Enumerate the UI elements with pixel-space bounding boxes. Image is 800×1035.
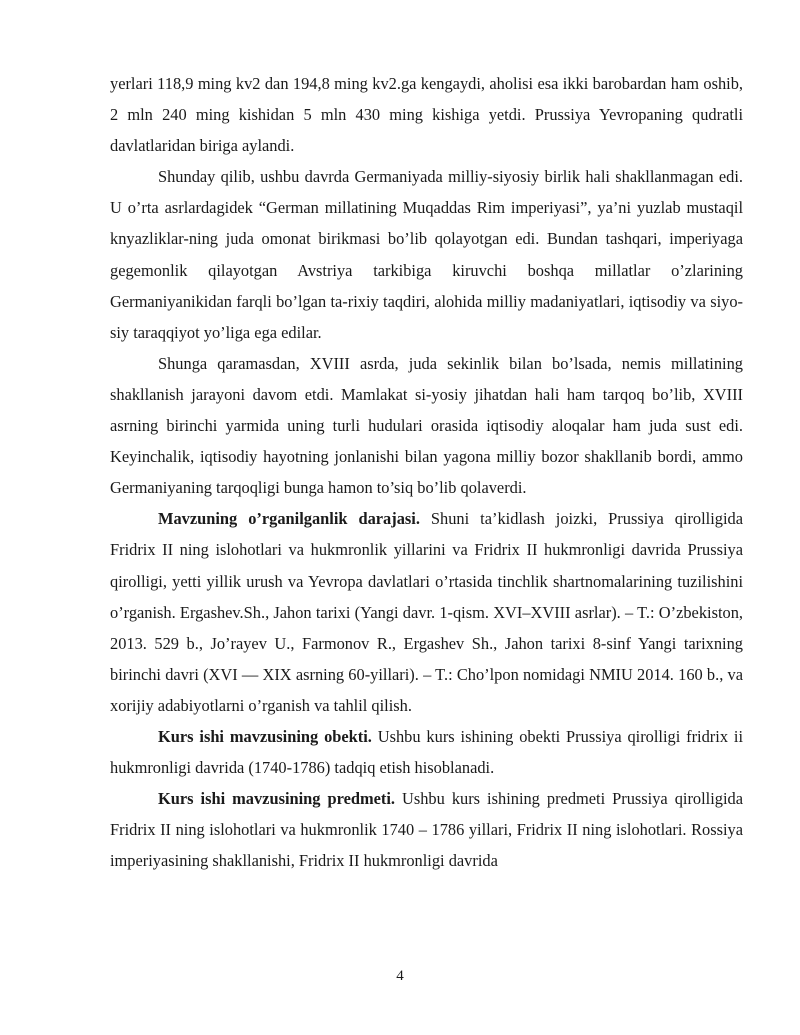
heading-subject: Kurs ishi mavzusining predmeti. [158,789,396,809]
paragraph-object [110,721,743,783]
heading-research-degree: Mavzuning o’rganilganlik darajasi. [158,509,420,529]
paragraph-subject [110,783,743,876]
paragraph-nation-formation: Shunga qaramasdan, XVIII asrda, juda sekinlik bilan bo’lsada, nemis millatining shakllanish jarayoni davom etdi. Mamlakat si-yosiy jihatdan hali ham tarqoq bo’lib, XVIII asrning birinchi yarmida uning turli hudulari orasida iqtisodiy aloqalar ham juda sust edi. Keyinchalik, iqtisodiy hayotning jonlanishi bilan yagona milliy bozor shakllanib bordi, ammo Germaniyaning tarqoqligi bunga hamon to’siq bo’lib qolaverdi. [110,353,743,498]
text-object: Ushbu kurs ishining obekti Prussiya qirolligi fridrix ii hukmronligi davrida (1740-1786) tadqiq etish hisoblanadi. [110,726,743,778]
document-page [110,68,743,876]
text-subject: Ushbu kurs ishining predmeti Prussiya qirolligida Fridrix II ning islohotlari va hukmronlik 1740 – 1786 yillari, Fridrix II ning islohotlari. Rossiya imperiyasining shakllanishi, Fridrix II hukmronligi davrida [110,789,743,871]
text-research-degree: Shuni ta’kidlash joizki, Prussiya qirolligida Fridrix II ning islohotlari va hukmronlik yillarini va Fridrix II hukmronligi davrida Prussiya qirolligi, yetti yillik urush va Yevropa davlatlari o’rtasida tinchlik shartnomalarining tuzilishini o’rganish. Ergashev.Sh., Jahon tarixi (Yangi davr. 1-qism. XVI–XVIII asrlar). – T.: O’zbekiston, 2013. 529 b., Jo’rayev U., Farmonov R., Ergashev Sh., Jahon tarixi 8-sinf Yangi tarixning birinchi davri (XVI — XIX asrning 60-yillari). – T.: Cho’lpon nomidagi NMIU 2014. 160 b., va xorijiy adabiyotlarni o’rganish va tahlil qilish. [110,509,743,715]
heading-object: Kurs ishi mavzusining obekti. [158,726,372,746]
paragraph-continuation: yerlari 118,9 ming kv2 dan 194,8 ming kv2.ga kengaydi, aholisi esa ikki barobardan ham oshib, 2 mln 240 ming kishidan 5 mln 430 ming kishiga yetdi. Prussiya Yevropaning qudratli davlatlaridan biriga aylandi. [110,74,743,156]
page-number: 4 [396,968,404,984]
paragraph-research-degree [110,503,743,721]
paragraph-political-unity: Shunday qilib, ushbu davrda Germaniyada milliy-siyosiy birlik hali shakllanmagan edi. U o’rta asrlardagidek “German millatining Muqaddas Rim imperiyasi”, ya’ni yuzlab mustaqil knyazliklar-ning juda omonat birikmasi bo’lib qolayotgan edi. Bundan tashqari, imperiyaga gegemonlik qilayotgan Avstriya tarkibiga kiruvchi boshqa millatlar o’zlarining Germaniyanikidan farqli bo’lgan ta-rixiy taqdiri, alohida milliy madaniyatlari, iqtisodiy va siyo-siy taraqqiyot yo’liga ega edilar. [110,167,743,342]
